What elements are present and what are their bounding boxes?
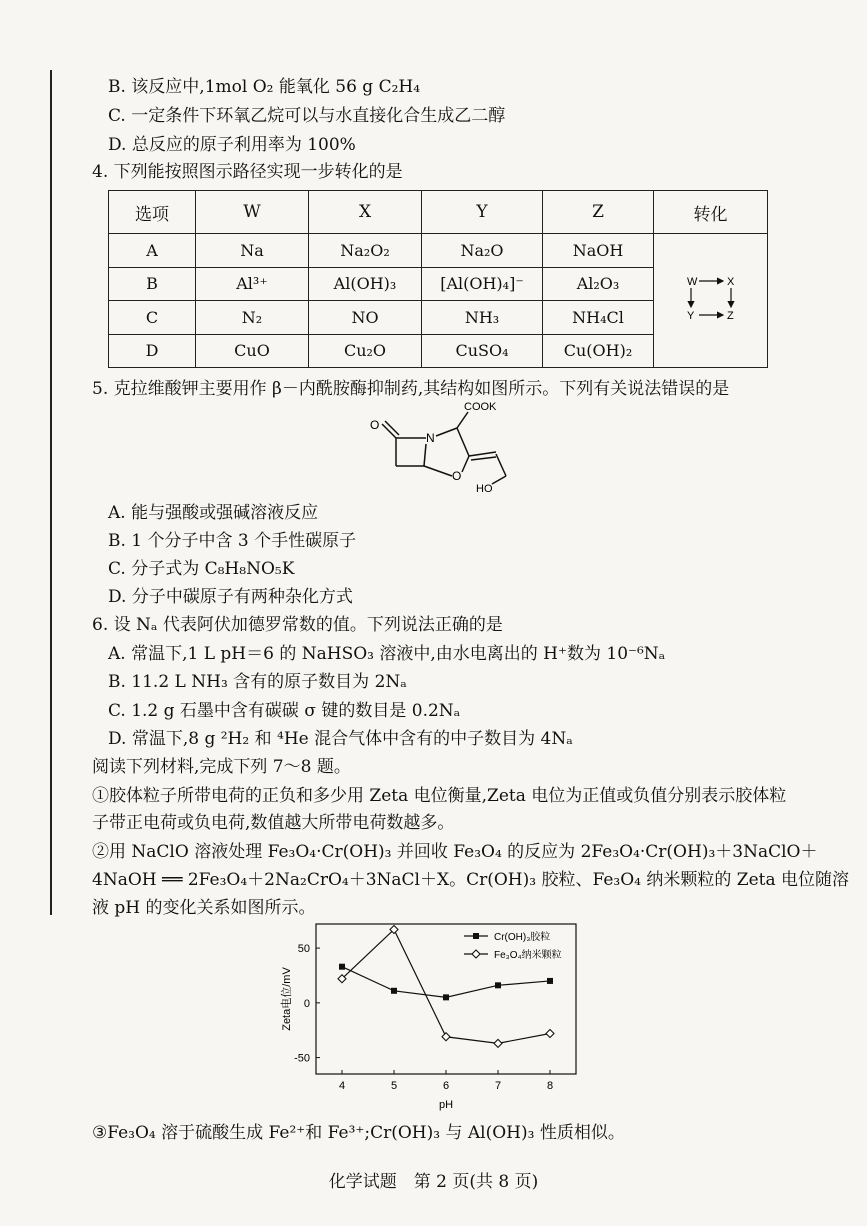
page-footer: 化学试题 第 2 页(共 8 页) [328, 1172, 539, 1192]
data-point-cr-oh3 [391, 988, 397, 994]
q4-header-y: Y [422, 191, 543, 234]
q4-cell: C [109, 301, 196, 334]
q4-cell: Cu₂O [309, 334, 422, 367]
q6-option-b: B. 11.2 L NH₃ 含有的原子数目为 2Nₐ [108, 672, 407, 692]
y-tick-label: -50 [294, 1052, 310, 1065]
q3-option-b: B. 该反应中,1mol O₂ 能氧化 56 g C₂H₄ [108, 77, 421, 97]
q5-option-a: A. 能与强酸或强碱溶液反应 [108, 503, 319, 523]
data-point-cr-oh3 [443, 994, 449, 1000]
diagram-label-y: Y [686, 309, 694, 322]
diagram-label-w: W [686, 275, 697, 288]
x-tick-label: 8 [546, 1080, 554, 1092]
data-point-fe3o4 [442, 1033, 450, 1041]
q4-cell: Al³⁺ [196, 267, 309, 300]
q4-cell: N₂ [196, 301, 309, 334]
q4-cell: NO [309, 301, 422, 334]
structure-label-n: N [426, 431, 435, 445]
q4-transform-diagram-cell [654, 234, 768, 368]
material-p3: ③Fe₃O₄ 溶于硫酸生成 Fe²⁺和 Fe³⁺;Cr(OH)₃ 与 Al(OH)₃ 性质相似。 [92, 1123, 625, 1143]
q4-header-w: W [196, 191, 309, 234]
diagram-label-x: X [726, 275, 734, 288]
q4-cell: Na [196, 234, 309, 267]
x-tick-label: 5 [390, 1080, 398, 1092]
binding-margin-line [50, 70, 52, 915]
legend-marker-square-icon [473, 933, 479, 939]
data-point-fe3o4 [494, 1039, 502, 1047]
q4-cell: Na₂O₂ [309, 234, 422, 267]
q4-cell: NH₄Cl [543, 301, 654, 334]
q6-option-d: D. 常温下,8 g ²H₂ 和 ⁴He 混合气体中含有的中子数目为 4Nₐ [108, 729, 573, 749]
data-point-cr-oh3 [495, 982, 501, 988]
x-tick-label: 7 [494, 1080, 502, 1092]
q4-header-z: Z [543, 191, 654, 234]
q4-table [108, 190, 768, 368]
q4-cell: CuSO₄ [422, 334, 543, 367]
series-line-fe3o4 [342, 929, 550, 1043]
q4-cell: Na₂O [422, 234, 543, 267]
q4-cell: Al(OH)₃ [309, 267, 422, 300]
q4-header-x: X [309, 191, 422, 234]
legend-label-fe: Fe₃O₄纳米颗粒 [494, 950, 562, 961]
series-line-cr-oh3 [342, 967, 550, 998]
zeta-potential-chart [270, 916, 600, 1116]
structure-label-cook: COOK [464, 401, 497, 413]
y-axis-label: Zeta电位/mV [281, 967, 293, 1031]
x-tick-label: 6 [442, 1080, 450, 1092]
q4-cell: NH₃ [422, 301, 543, 334]
q6-stem: 6. 设 Nₐ 代表阿伏加德罗常数的值。下列说法正确的是 [92, 615, 503, 635]
legend-label-cr: Cr(OH)₃胶粒 [494, 932, 551, 943]
q3-option-c: C. 一定条件下环氧乙烷可以与水直接化合生成乙二醇 [108, 106, 506, 126]
q5-stem: 5. 克拉维酸钾主要用作 β－内酰胺酶抑制药,其结构如图所示。下列有关说法错误的是 [92, 379, 730, 399]
q4-cell: A [109, 234, 196, 267]
q4-cell: D [109, 334, 196, 367]
q4-header-transform: 转化 [654, 191, 768, 234]
material-p2-line2: 4NaOH ══ 2Fe₃O₄＋2Na₂CrO₄＋3NaCl＋X。Cr(OH)₃ 胶粒、Fe₃O₄ 纳米颗粒的 Zeta 电位随溶 [92, 870, 849, 890]
legend-marker-diamond-icon [472, 950, 480, 958]
q6-option-a: A. 常温下,1 L pH＝6 的 NaHSO₃ 溶液中,由水电离出的 H⁺数为 10⁻⁶Nₐ [108, 644, 666, 664]
q4-header-option: 选项 [109, 191, 196, 234]
q4-cell: Cu(OH)₂ [543, 334, 654, 367]
q4-row-a [109, 234, 768, 267]
data-point-cr-oh3 [547, 978, 553, 984]
material-p2-line1: ②用 NaClO 溶液处理 Fe₃O₄·Cr(OH)₃ 并回收 Fe₃O₄ 的反应为 2Fe₃O₄·Cr(OH)₃＋3NaClO＋ [92, 842, 818, 862]
q4-cell: CuO [196, 334, 309, 367]
material-p1-line1: ①胶体粒子所带电荷的正负和多少用 Zeta 电位衡量,Zeta 电位为正值或负值分别表示胶体粒 [92, 786, 787, 806]
q4-cell: Al₂O₃ [543, 267, 654, 300]
q4-stem: 4. 下列能按照图示路径实现一步转化的是 [92, 162, 403, 182]
structure-label-o-ketone: O [370, 418, 380, 432]
q5-option-c: C. 分子式为 C₈H₈NO₅K [108, 559, 295, 579]
material-p2-line3: 液 pH 的变化关系如图所示。 [92, 898, 316, 918]
data-point-fe3o4 [546, 1029, 554, 1037]
diagram-label-z: Z [726, 309, 734, 322]
data-point-cr-oh3 [339, 964, 345, 970]
chart-legend [464, 930, 562, 961]
q4-cell: [Al(OH)₄]⁻ [422, 267, 543, 300]
y-tick-label: 0 [303, 997, 310, 1010]
y-tick-label: 50 [297, 943, 310, 956]
material-intro: 阅读下列材料,完成下列 7～8 题。 [92, 757, 351, 777]
q5-option-d: D. 分子中碳原子有两种杂化方式 [108, 587, 353, 607]
transform-diagram [681, 269, 741, 329]
x-axis-label: pH [438, 1099, 454, 1111]
q3-option-d: D. 总反应的原子利用率为 100% [108, 135, 356, 155]
structure-label-o-ring: O [452, 469, 462, 483]
clavulanate-structure [360, 396, 520, 500]
material-p1-line2: 子带正电荷或负电荷,数值越大所带电荷数越多。 [92, 813, 455, 833]
structure-label-ho: HO [476, 483, 493, 495]
q4-cell: NaOH [543, 234, 654, 267]
x-tick-label: 4 [338, 1080, 346, 1092]
q4-cell: B [109, 267, 196, 300]
q6-option-c: C. 1.2 g 石墨中含有碳碳 σ 键的数目是 0.2Nₐ [108, 701, 461, 721]
q4-header-row [109, 191, 768, 234]
q5-option-b: B. 1 个分子中含 3 个手性碳原子 [108, 531, 357, 551]
